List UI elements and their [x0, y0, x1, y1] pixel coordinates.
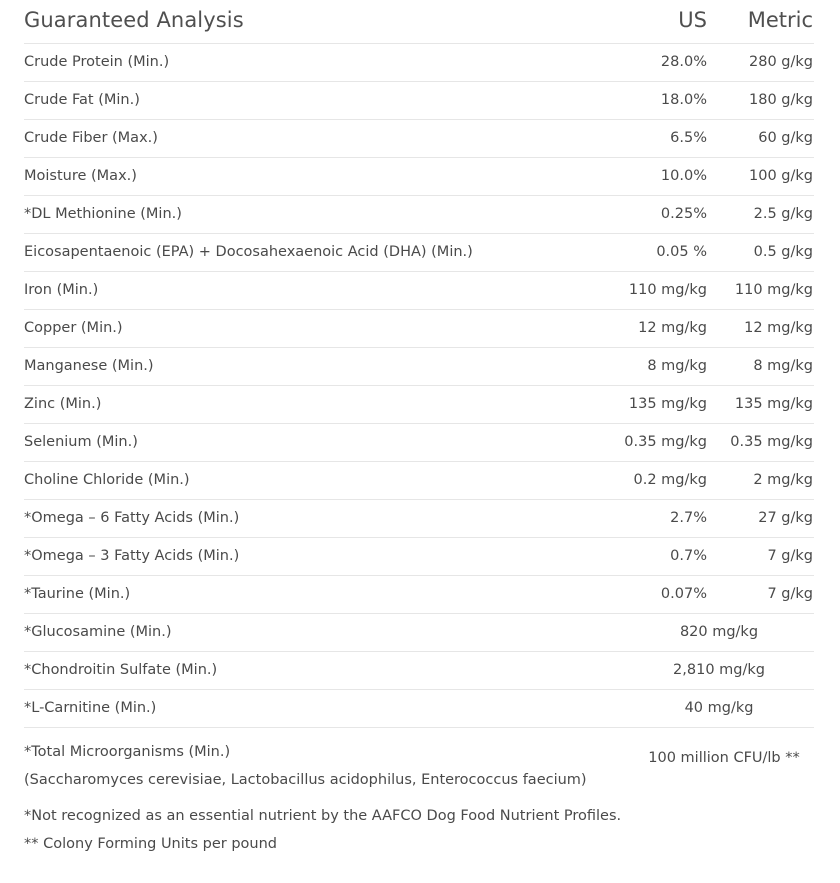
table-row: [24, 462, 814, 500]
merged-value: 820 mg/kg: [679, 624, 759, 640]
us-value: 0.25%: [660, 206, 707, 222]
table-row: [24, 348, 814, 386]
us-value: 110 mg/kg: [628, 282, 707, 298]
table-row: [24, 234, 814, 272]
metric-value: 7 g/kg: [767, 548, 813, 564]
metric-value: 8 mg/kg: [753, 358, 813, 374]
us-value: 12 mg/kg: [638, 320, 707, 336]
metric-value: 27 g/kg: [758, 510, 813, 526]
nutrient-name: *Omega – 6 Fatty Acids (Min.): [24, 510, 240, 526]
metric-value: 100 g/kg: [749, 168, 813, 184]
metric-value: 60 g/kg: [758, 130, 813, 146]
us-value: 8 mg/kg: [647, 358, 707, 374]
nutrient-name: Copper (Min.): [24, 320, 123, 336]
table-row-merged: [24, 652, 814, 690]
table-row: [24, 424, 814, 462]
table-row: [24, 44, 814, 82]
nutrient-name: Crude Protein (Min.): [24, 54, 170, 70]
nutrient-name: *Omega – 3 Fatty Acids (Min.): [24, 548, 240, 564]
us-value: 28.0%: [660, 54, 707, 70]
nutrient-name: Eicosapentaenoic (EPA) + Docosahexaenoic Acid (DHA) (Min.): [24, 244, 473, 260]
table-row: [24, 538, 814, 576]
table-row: [24, 82, 814, 120]
metric-value: 110 mg/kg: [734, 282, 813, 298]
us-value: 0.07%: [660, 586, 707, 602]
footnote-aafco: *Not recognized as an essential nutrient by the AAFCO Dog Food Nutrient Profiles.: [24, 808, 622, 824]
metric-value: 280 g/kg: [749, 54, 813, 70]
merged-value: 2,810 mg/kg: [673, 662, 765, 678]
metric-value: 135 mg/kg: [734, 396, 813, 412]
nutrient-name: *Taurine (Min.): [24, 586, 131, 602]
table-row: [24, 272, 814, 310]
nutrient-name: *Glucosamine (Min.): [24, 624, 172, 640]
us-value: 135 mg/kg: [628, 396, 707, 412]
metric-value: 180 g/kg: [749, 92, 813, 108]
column-header-us: US: [678, 8, 707, 32]
nutrient-name: Choline Chloride (Min.): [24, 472, 190, 488]
merged-value: 40 mg/kg: [684, 700, 754, 716]
footnote-cfu: ** Colony Forming Units per pound: [24, 836, 277, 852]
us-value: 2.7%: [670, 510, 707, 526]
nutrient-name: *L-Carnitine (Min.): [24, 700, 157, 716]
table-header: [24, 0, 814, 44]
nutrient-name: Crude Fiber (Max.): [24, 130, 158, 146]
nutrient-name: Selenium (Min.): [24, 434, 138, 450]
microorganisms-species: (Saccharomyces cerevisiae, Lactobacillus acidophilus, Enterococcus faecium): [24, 772, 587, 788]
nutrient-name: Crude Fat (Min.): [24, 92, 140, 108]
metric-value: 0.5 g/kg: [753, 244, 813, 260]
us-value: 0.7%: [670, 548, 707, 564]
nutrient-name: Manganese (Min.): [24, 358, 154, 374]
microorganisms-label: *Total Microorganisms (Min.): [24, 744, 231, 760]
nutrient-name: *Chondroitin Sulfate (Min.): [24, 662, 218, 678]
metric-value: 12 mg/kg: [744, 320, 813, 336]
table-body: [24, 44, 814, 792]
us-value: 0.05 %: [656, 244, 707, 260]
table-row: [24, 196, 814, 234]
table-title: Guaranteed Analysis: [24, 8, 244, 32]
metric-value: 2.5 g/kg: [753, 206, 813, 222]
metric-value: 7 g/kg: [767, 586, 813, 602]
merged-value: 100 million CFU/lb **: [648, 750, 800, 766]
us-value: 10.0%: [660, 168, 707, 184]
us-value: 0.35 mg/kg: [624, 434, 707, 450]
table-row: [24, 158, 814, 196]
footnotes: [24, 804, 621, 860]
table-row-microorganisms: [24, 728, 814, 792]
table-row-merged: [24, 690, 814, 728]
column-header-metric: Metric: [747, 8, 813, 32]
table-row: [24, 386, 814, 424]
table-row: [24, 310, 814, 348]
nutrient-name: Iron (Min.): [24, 282, 99, 298]
us-value: 18.0%: [660, 92, 707, 108]
table-row: [24, 576, 814, 614]
nutrient-name: Zinc (Min.): [24, 396, 102, 412]
table-row: [24, 120, 814, 158]
nutrient-name: *DL Methionine (Min.): [24, 206, 182, 222]
table-row-merged: [24, 614, 814, 652]
nutrient-name: [24, 738, 587, 794]
table-row: [24, 500, 814, 538]
us-value: 0.2 mg/kg: [633, 472, 707, 488]
us-value: 6.5%: [670, 130, 707, 146]
metric-value: 2 mg/kg: [753, 472, 813, 488]
guaranteed-analysis-table: [24, 0, 814, 792]
metric-value: 0.35 mg/kg: [730, 434, 813, 450]
nutrient-name: Moisture (Max.): [24, 168, 137, 184]
